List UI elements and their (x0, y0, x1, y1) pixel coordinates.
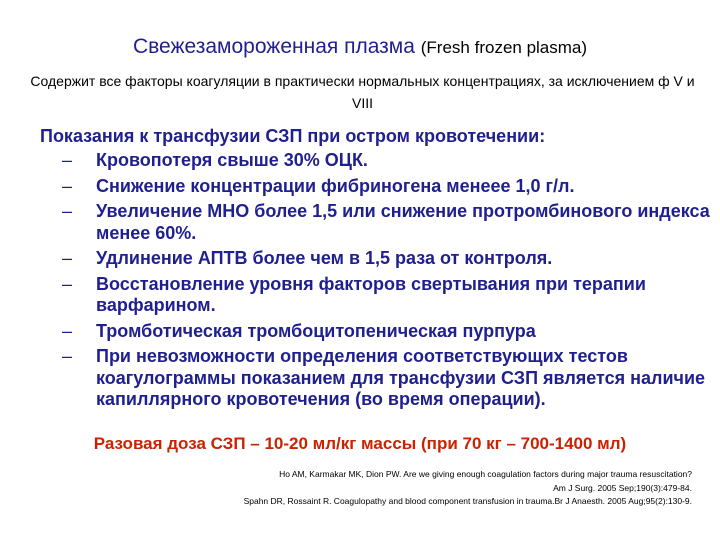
indications-section (40, 125, 710, 415)
list-item-text: Увеличение МНО более 1,5 или снижение протромбинового индекса менее 60%. (96, 201, 710, 243)
title-russian: Свежезамороженная плазма (132, 35, 415, 58)
list-item (40, 274, 710, 317)
reference-line: Am J Surg. 2005 Sep;190(3):479-84. (553, 482, 692, 493)
references (92, 468, 692, 509)
list-item-text: Кровопотеря свыше 30% ОЦК. (96, 150, 368, 170)
slide-title (0, 34, 720, 61)
dose-statement: Разовая доза СЗП – 10-20 мл/кг массы (при 70 кг – 700-1400 мл) (93, 434, 627, 453)
indications-heading: Показания к трансфузии СЗП при остром кровотечении: (40, 126, 546, 146)
dash-bullet: – (62, 346, 73, 366)
dash-bullet: – (62, 201, 73, 221)
list-item (40, 150, 710, 172)
dash-bullet: – (62, 150, 73, 170)
indications-list (40, 150, 710, 411)
list-item-text: Восстановление уровня факторов свертывания при терапии варфарином. (96, 273, 646, 315)
list-item-text: Удлинение АПТВ более чем в 1,5 раза от контроля. (96, 248, 553, 268)
reference-line: Spahn DR, Rossaint R. Coagulopathy and blood component transfusion in trauma.Br J Anaesth. 2005 Aug;95(2):130-9. (243, 496, 692, 506)
dash-bullet: – (62, 273, 73, 294)
list-item (40, 248, 710, 270)
list-item (40, 321, 710, 343)
list-item (40, 346, 710, 411)
title-english: (Fresh frozen plasma) (420, 38, 588, 57)
list-item-text: При невозможности определения соответствующих тестов коагулограммы показанием для трансфузии СЗП является наличие капиллярного кровотечения (во время операции). (96, 346, 706, 409)
dash-bullet: – (62, 248, 73, 268)
dash-bullet: – (62, 175, 73, 196)
reference-line: Ho AM, Karmakar MK, Dion PW. Are we giving enough coagulation factors during major trauma resuscitation? (279, 469, 692, 479)
list-item (40, 176, 710, 198)
list-item (40, 201, 710, 244)
list-item-text: Тромботическая тромбоцитопеническая пурпура (96, 320, 536, 341)
list-item-text: Снижение концентрации фибриногена менеее 1,0 г/л. (96, 175, 575, 196)
subtitle: Содержит все факторы коагуляции в практически нормальных концентрациях, за исключением ф V и VIII (30, 73, 695, 111)
dash-bullet: – (62, 320, 73, 341)
